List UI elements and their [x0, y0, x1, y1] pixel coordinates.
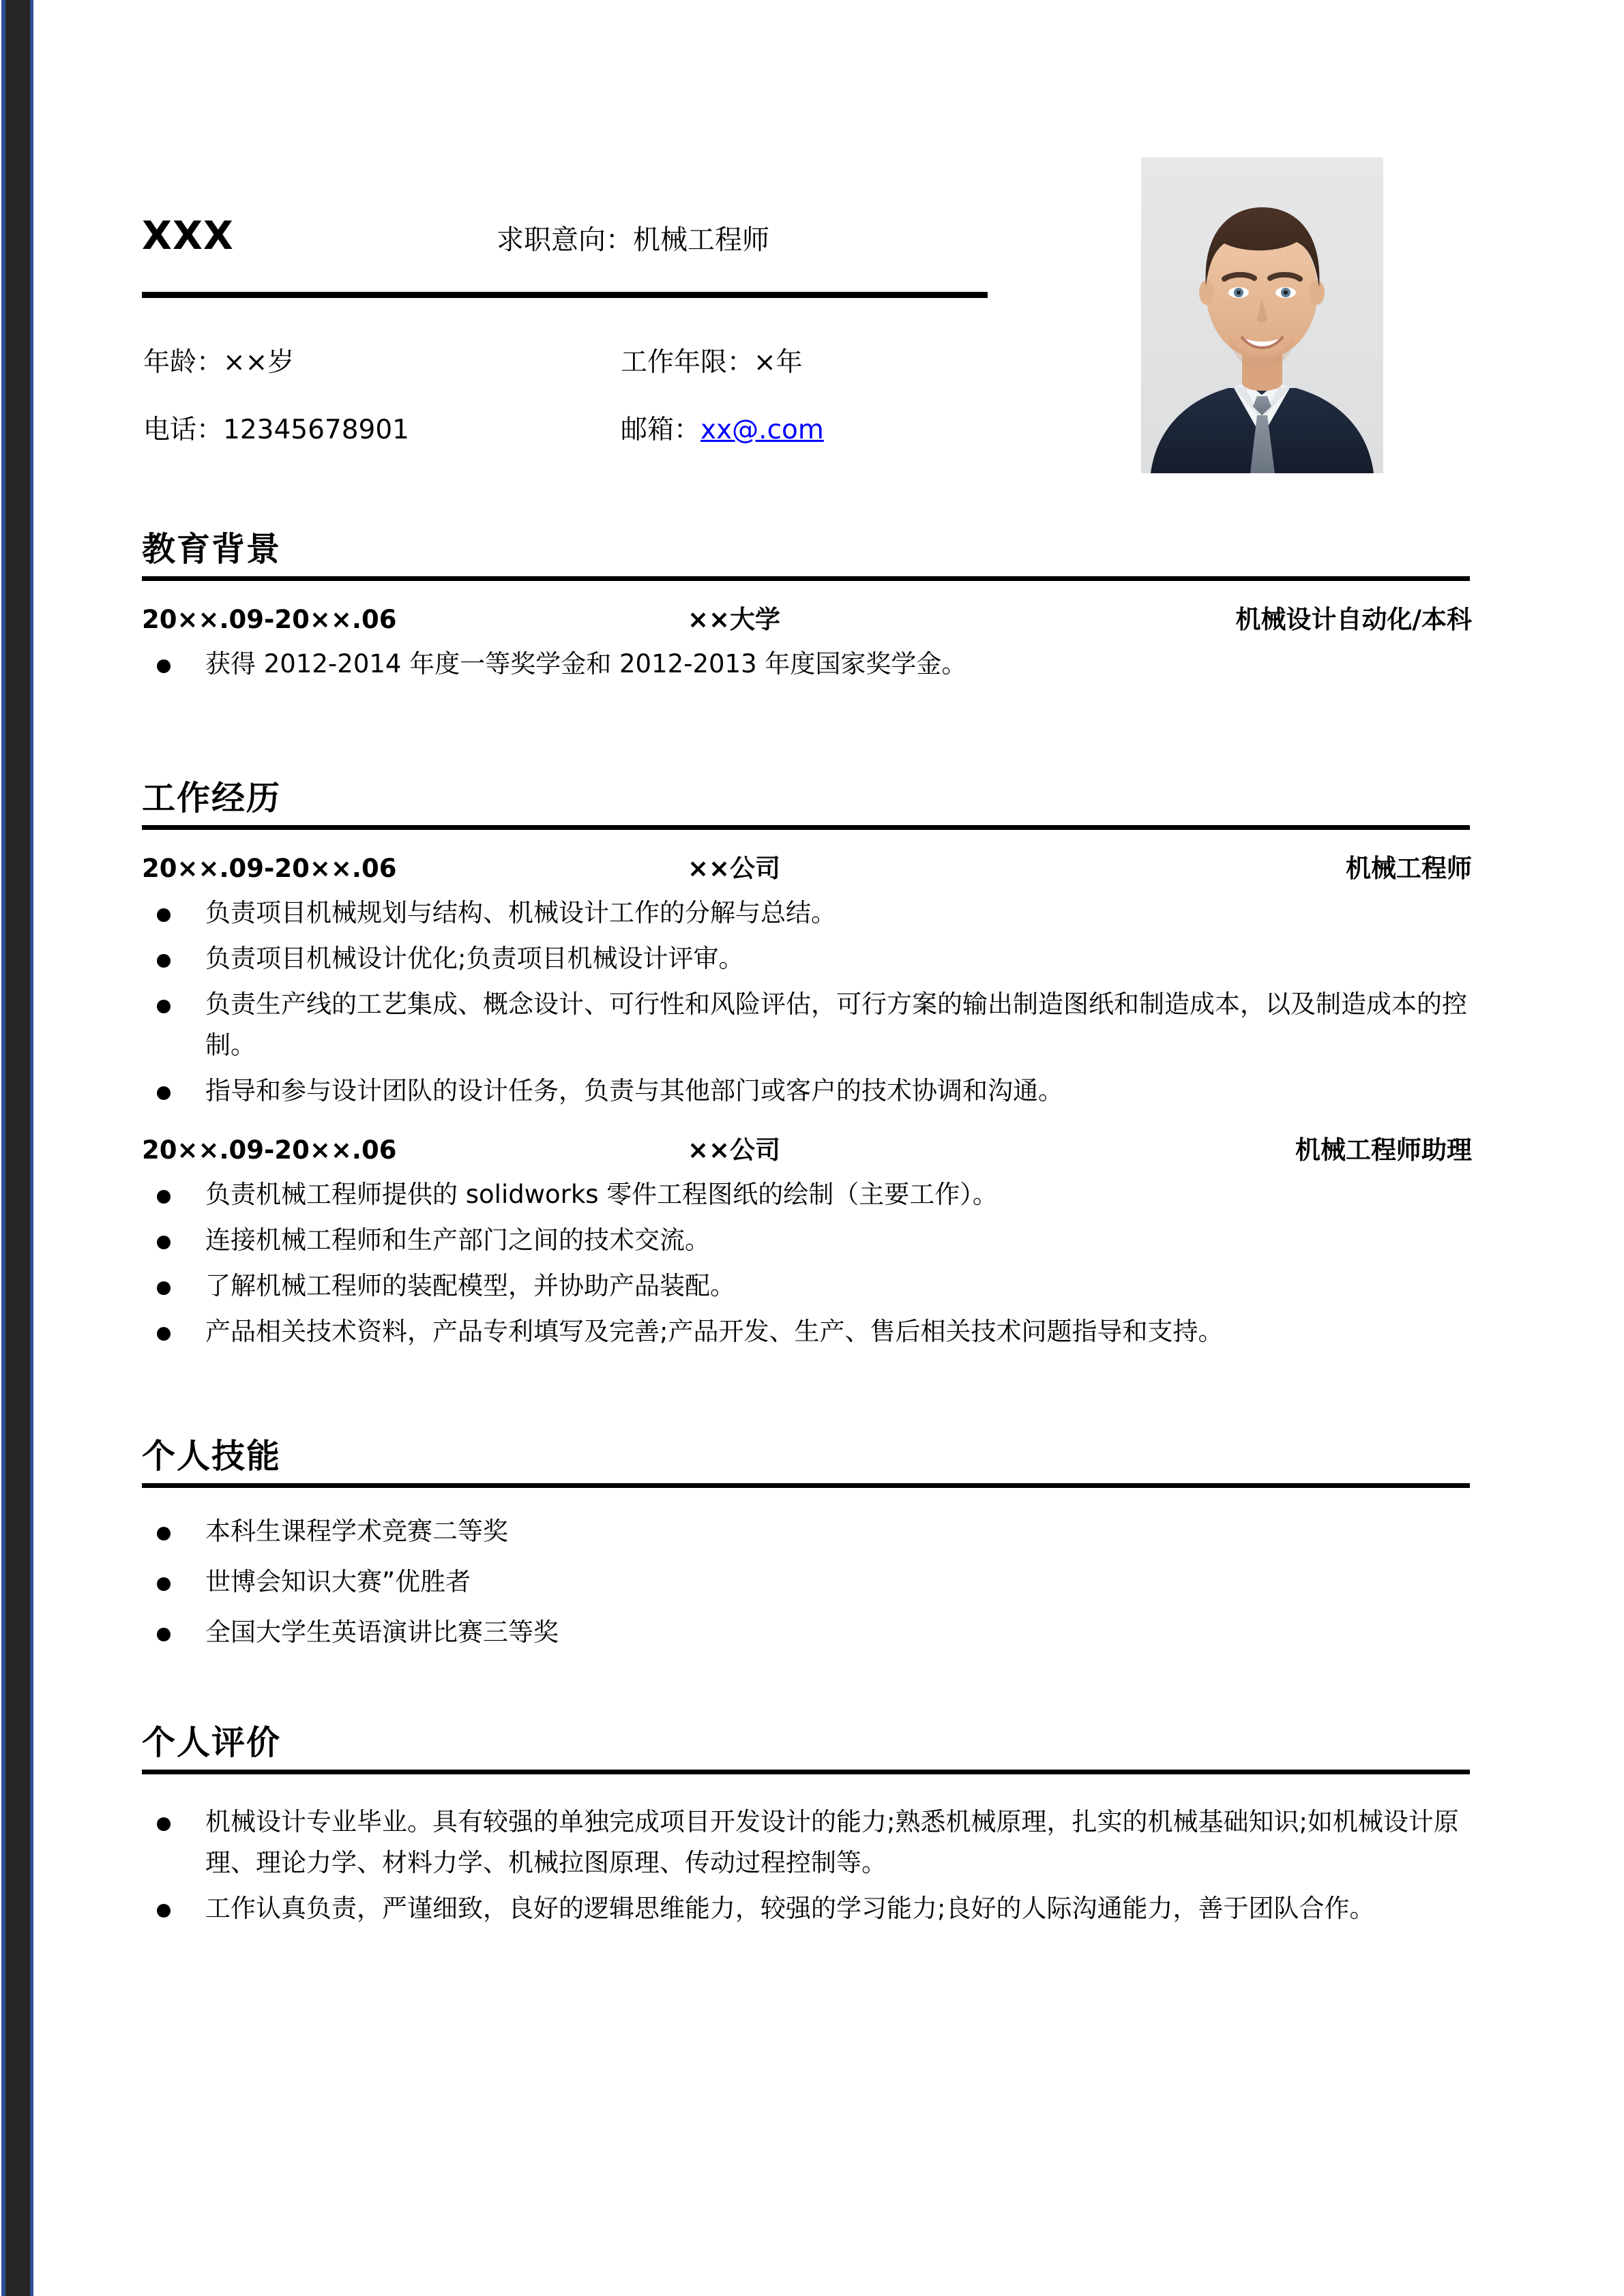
education-date: 20××.09-20××.06 — [142, 605, 397, 635]
skills-bullets — [142, 1511, 1472, 1653]
contact-row — [143, 396, 996, 464]
section-skills — [142, 1439, 1472, 1653]
work-company: ××公司 — [688, 854, 781, 884]
section-education — [142, 532, 1472, 685]
list-item: 了解机械工程师的装配模型，并协助产品装配。 — [142, 1266, 1472, 1307]
list-item: 世博会知识大赛”优胜者 — [142, 1562, 1472, 1602]
section-evaluation — [142, 1725, 1472, 1929]
contact-row — [143, 329, 996, 396]
work-company: ××公司 — [688, 1135, 781, 1165]
header-row — [142, 195, 988, 277]
profile-photo — [1141, 158, 1383, 473]
section-title-work: 工作经历 — [142, 779, 282, 818]
phone-field: 电话：12345678901 — [143, 415, 409, 445]
work-years-field: 工作年限：×年 — [621, 347, 803, 378]
work-title: 机械工程师助理 — [1295, 1135, 1472, 1165]
work-date: 20××.09-20××.06 — [142, 854, 397, 884]
work-bullets — [142, 1174, 1472, 1352]
list-item: 获得 2012-2014 年度一等奖学金和 2012-2013 年度国家奖学金。 — [142, 644, 1472, 685]
headshot-illustration — [1141, 158, 1383, 473]
list-item: 负责机械工程师提供的 solidworks 零件工程图纸的绘制（主要工作）。 — [142, 1174, 1472, 1215]
education-entry-header — [142, 599, 1472, 636]
work-bullets — [142, 893, 1472, 1112]
page-title: XXX — [142, 213, 234, 258]
email-label: 邮箱： — [621, 415, 701, 445]
age-field: 年龄：××岁 — [143, 347, 295, 378]
resume-header — [142, 195, 988, 277]
work-title: 机械工程师 — [1346, 854, 1472, 884]
work-entry-header — [142, 1129, 1472, 1166]
email-field — [621, 417, 996, 443]
list-item: 负责项目机械规划与结构、机械设计工作的分解与总结。 — [142, 893, 1472, 934]
education-bullets — [142, 644, 1472, 685]
work-date: 20××.09-20××.06 — [142, 1135, 397, 1165]
list-item: 负责项目机械设计优化;负责项目机械设计评审。 — [142, 938, 1472, 979]
section-title-education: 教育背景 — [142, 530, 282, 569]
section-title-evaluation: 个人评价 — [142, 1723, 282, 1762]
contact-info — [143, 329, 996, 464]
section-title-skills: 个人技能 — [142, 1437, 282, 1476]
section-divider — [142, 576, 1470, 581]
list-item: 负责生产线的工艺集成、概念设计、可行性和风险评估，可行方案的输出制造图纸和制造成本，以及制造成本的控制。 — [142, 984, 1472, 1066]
list-item: 产品相关技术资料，产品专利填写及完善;产品开发、生产、售后相关技术问题指导和支持。 — [142, 1311, 1472, 1352]
evaluation-bullets — [142, 1802, 1472, 1929]
job-objective: 求职意向：机械工程师 — [497, 224, 769, 256]
education-major: 机械设计自动化/本科 — [1235, 605, 1472, 635]
list-item: 机械设计专业毕业。具有较强的单独完成项目开发设计的能力;熟悉机械原理，扎实的机械基础知识;如机械设计原理、理论力学、材料力学、机械拉图原理、传动过程控制等。 — [142, 1802, 1472, 1883]
section-divider — [142, 825, 1470, 830]
list-item: 本科生课程学术竞赛二等奖 — [142, 1511, 1472, 1552]
list-item: 工作认真负责，严谨细致，良好的逻辑思维能力，较强的学习能力;良好的人际沟通能力，善于团队合作。 — [142, 1888, 1472, 1929]
section-work — [142, 781, 1472, 1352]
email-link[interactable]: xx@.com — [700, 415, 824, 445]
education-school: ××大学 — [688, 605, 781, 635]
section-divider — [142, 1483, 1470, 1488]
list-item: 全国大学生英语演讲比赛三等奖 — [142, 1612, 1472, 1653]
section-divider — [142, 1770, 1470, 1774]
work-entry-header — [142, 848, 1472, 884]
list-item: 连接机械工程师和生产部门之间的技术交流。 — [142, 1220, 1472, 1261]
list-item: 指导和参与设计团队的设计任务，负责与其他部门或客户的技术协调和沟通。 — [142, 1071, 1472, 1112]
header-divider — [142, 292, 988, 298]
